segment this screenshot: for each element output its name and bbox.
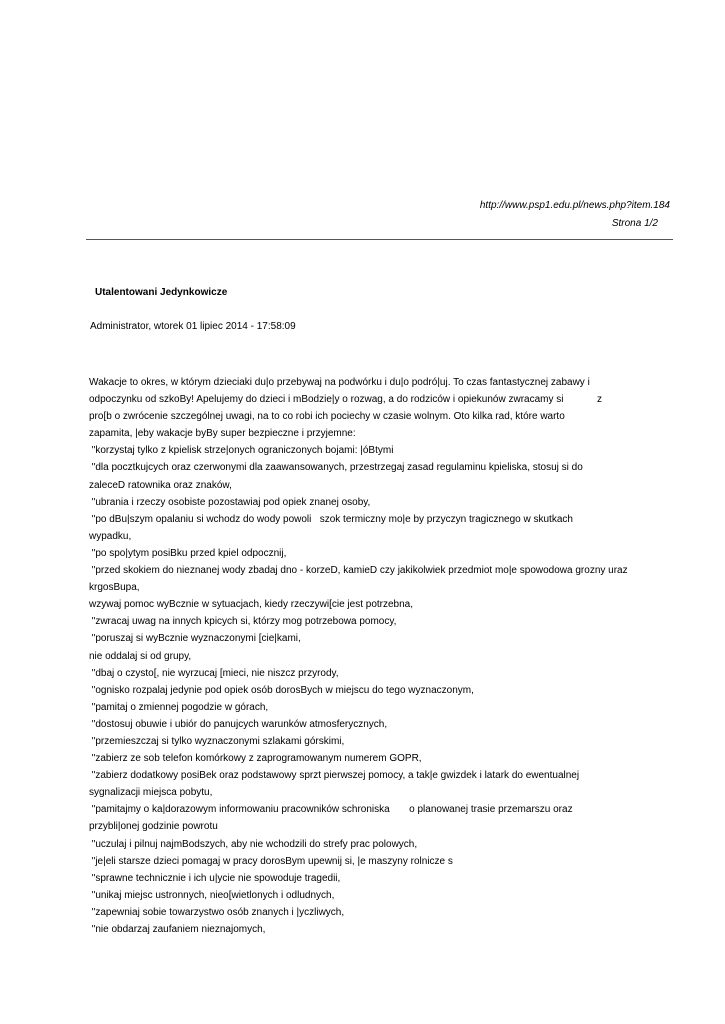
body-line: "po dBu|szym opalaniu si wchodz do wody powoli szok termiczny mo|e by przyczyn tragicznego w skutkach	[89, 513, 573, 525]
page-url: http://www.psp1.edu.pl/news.php?item.184	[479, 200, 670, 211]
body-line: "nie obdarzaj zaufaniem nieznajomych,	[89, 924, 266, 935]
stray-character: z	[597, 394, 602, 405]
body-line: "pamitajmy o ka|dorazowym informowaniu pracowników schroniska o planowanej trasie przemarszu oraz	[89, 804, 573, 816]
body-line: wypadku,	[89, 530, 132, 542]
body-line: "je|eli starsze dzieci pomagaj w pracy dorosBym upewnij si, |e maszyny rolnicze s	[89, 855, 453, 867]
body-line: "zabierz dodatkowy posiBek oraz podstawowy sprzt pierwszej pomocy, a tak|e gwizdek i latark do ewentualnej	[89, 770, 580, 782]
body-line: "unikaj miejsc ustronnych, nieo[wietlonych i odludnych,	[89, 889, 335, 901]
body-line: "przed skokiem do nieznanej wody zbadaj dno - korzeD, kamieD czy jakikolwiek przedmiot mo|e spowodowa grozny uraz	[89, 565, 628, 577]
page-number: Strona 1/2	[611, 218, 658, 229]
body-line: sygnalizacji miejsca pobytu,	[89, 787, 213, 799]
article-meta: Administrator, wtorek 01 lipiec 2014 - 17:58:09	[90, 321, 296, 332]
body-line: "dla pocztkujcych oraz czerwonymi dla zaawansowanych, przestrzegaj zasad regulaminu kpieliska, stosuj si do	[89, 462, 583, 474]
body-line: "sprawne technicznie i ich u|ycie nie spowoduje tragedii,	[89, 872, 341, 884]
body-line: zapamita, |eby wakacje byBy super bezpieczne i przyjemne:	[89, 428, 356, 440]
body-line: "po spo|ytym posiBku przed kpiel odpocznij,	[89, 547, 287, 559]
body-line: nie oddalaj si od grupy,	[89, 650, 192, 662]
body-line: przybli|onej godzinie powrotu	[89, 821, 218, 833]
body-line: pro[b o zwrócenie szczególnej uwagi, na to co robi ich pociechy w czasie wolnym. Oto kilka rad, które warto	[89, 411, 565, 423]
body-line: "pamitaj o zmiennej pogodzie w górach,	[89, 701, 269, 713]
body-line: "przemieszczaj si tylko wyznaczonymi szlakami górskimi,	[89, 735, 345, 747]
body-line: "korzystaj tylko z kpielisk strze|onych ograniczonych bojami: |óBtymi	[89, 445, 394, 457]
body-line: "dbaj o czysto[, nie wyrzucaj [mieci, nie niszcz przyrody,	[89, 667, 339, 679]
body-line: "ubrania i rzeczy osobiste pozostawiaj pod opiek znanej osoby,	[89, 496, 371, 508]
body-line: "poruszaj si wyBcznie wyznaczonymi [cie|kami,	[89, 633, 301, 645]
body-line: "ognisko rozpalaj jedynie pod opiek osób dorosBych w miejscu do tego wyznaczonym,	[89, 684, 474, 696]
body-line: "zapewniaj sobie towarzystwo osób znanych i |yczliwych,	[89, 906, 345, 918]
header-divider	[86, 239, 673, 240]
article-title: Utalentowani Jedynkowicze	[95, 287, 228, 298]
body-line: "dostosuj obuwie i ubiór do panujcych warunków atmosferycznych,	[89, 718, 388, 730]
body-line: Wakacje to okres, w którym dzieciaki du|o przebywaj na podwórku i du|o podró|uj. To czas fantastycznej zabawy i	[89, 377, 590, 388]
body-line: "uczulaj i pilnuj najmBodszych, aby nie wchodzili do strefy prac polowych,	[89, 838, 418, 850]
body-line: wzywaj pomoc wyBcznie w sytuacjach, kiedy rzeczywi[cie jest potrzebna,	[89, 599, 414, 611]
body-line: "zwracaj uwag na innych kpicych si, którzy mog potrzebowa pomocy,	[89, 616, 397, 628]
body-line: odpoczynku od szkoBy! Apelujemy do dzieci i mBodzie|y o rozwag, a do rodziców i opiekunów zwracamy si	[89, 394, 564, 406]
body-line: krgosBupa,	[89, 582, 140, 594]
article-body	[89, 374, 629, 938]
body-line: "zabierz ze sob telefon komórkowy z zaprogramowanym numerem GOPR,	[89, 753, 422, 765]
body-line: zaleceD ratownika oraz znaków,	[89, 479, 232, 491]
